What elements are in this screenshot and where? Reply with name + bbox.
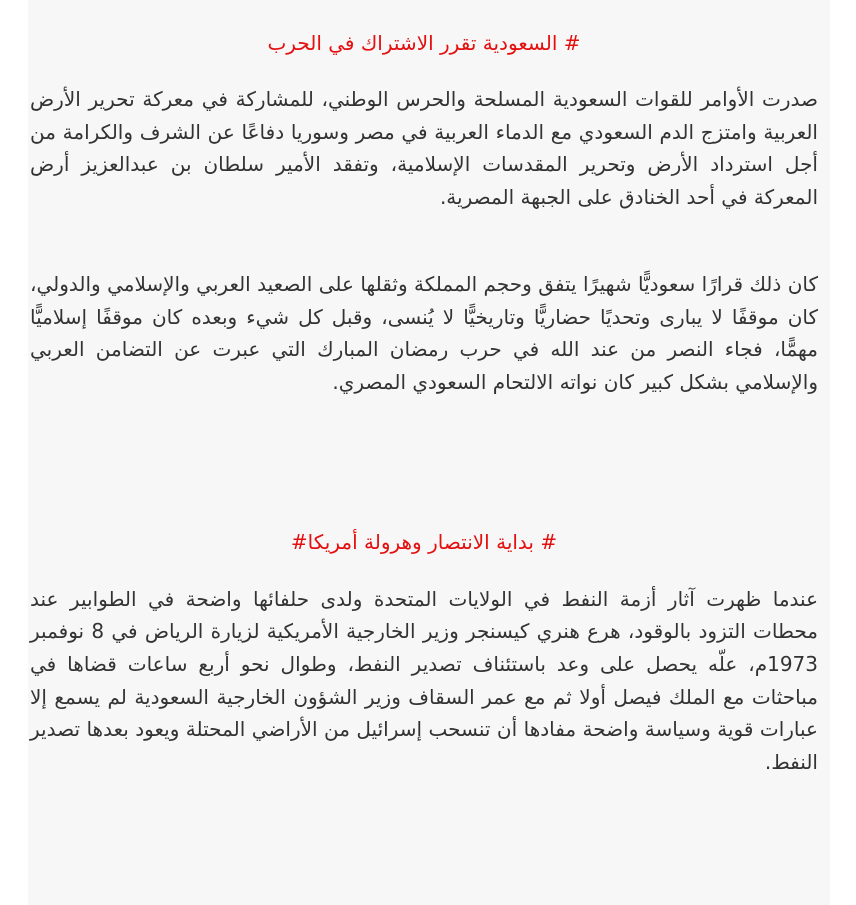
- paragraph-historic-decision: كان ذلك قرارًا سعوديًّا شهيرًا يتفق وحجم المملكة وثقلها على الصعيد العربي والإسلامي والدولي، كان موقفًا لا يبارى وتحديًا حضاريًّا وتاريخيًّا لا يُنسى، وقبل كل شيء وبعده كان موقفًا إسلاميًّا مهمًّا، فجاء النصر من عند الله في حرب رمضان المبارك التي عبرت عن التضامن العربي والإسلامي بشكل كبير كان نواته الالتحام السعودي المصري.: [30, 271, 818, 394]
- paragraph-orders-issued: صدرت الأوامر للقوات السعودية المسلحة والحرس الوطني، للمشاركة في معركة تحرير الأرض العربية وامتزج الدم السعودي مع الدماء العربية في مصر وسوريا دفاعًا عن الشرف والكرامة من أجل استرداد الأرض وتحرير المقدسات الإسلامية، وتفقد الأمير سلطان بن عبدالعزيز أرض المعركة في أحد الخنادق على الجبهة المصرية.: [30, 87, 818, 210]
- section-heading-saudi-joins-war: # السعودية تقرر الاشتراك في الحرب: [267, 31, 581, 55]
- article-panel: [28, 0, 830, 905]
- article-body: [28, 0, 830, 779]
- paragraph-oil-crisis-kissinger: عندما ظهرت آثار أزمة النفط في الولايات المتحدة ولدى حلفائها واضحة في الطوابير عند محطات التزود بالوقود، هرع هنري كيسنجر وزير الخارجية الأمريكية لزيارة الرياض في 8 نوفمبر 1973م، علّه يحصل على وعد باستئناف تصدير النفط، وطوال نحو أربع ساعات قضاها في مباحثات مع الملك فيصل أولا ثم مع عمر السقاف وزير الشؤون الخارجية السعودية لم يسمع إلا عبارات قوية وسياسة واضحة مفادها أن تنسحب إسرائيل من الأراضي المحتلة ويعود بعدها تصدير النفط.: [30, 586, 818, 775]
- section-heading-victory-beginning: # بداية الانتصار وهرولة أمريكا#: [290, 529, 558, 554]
